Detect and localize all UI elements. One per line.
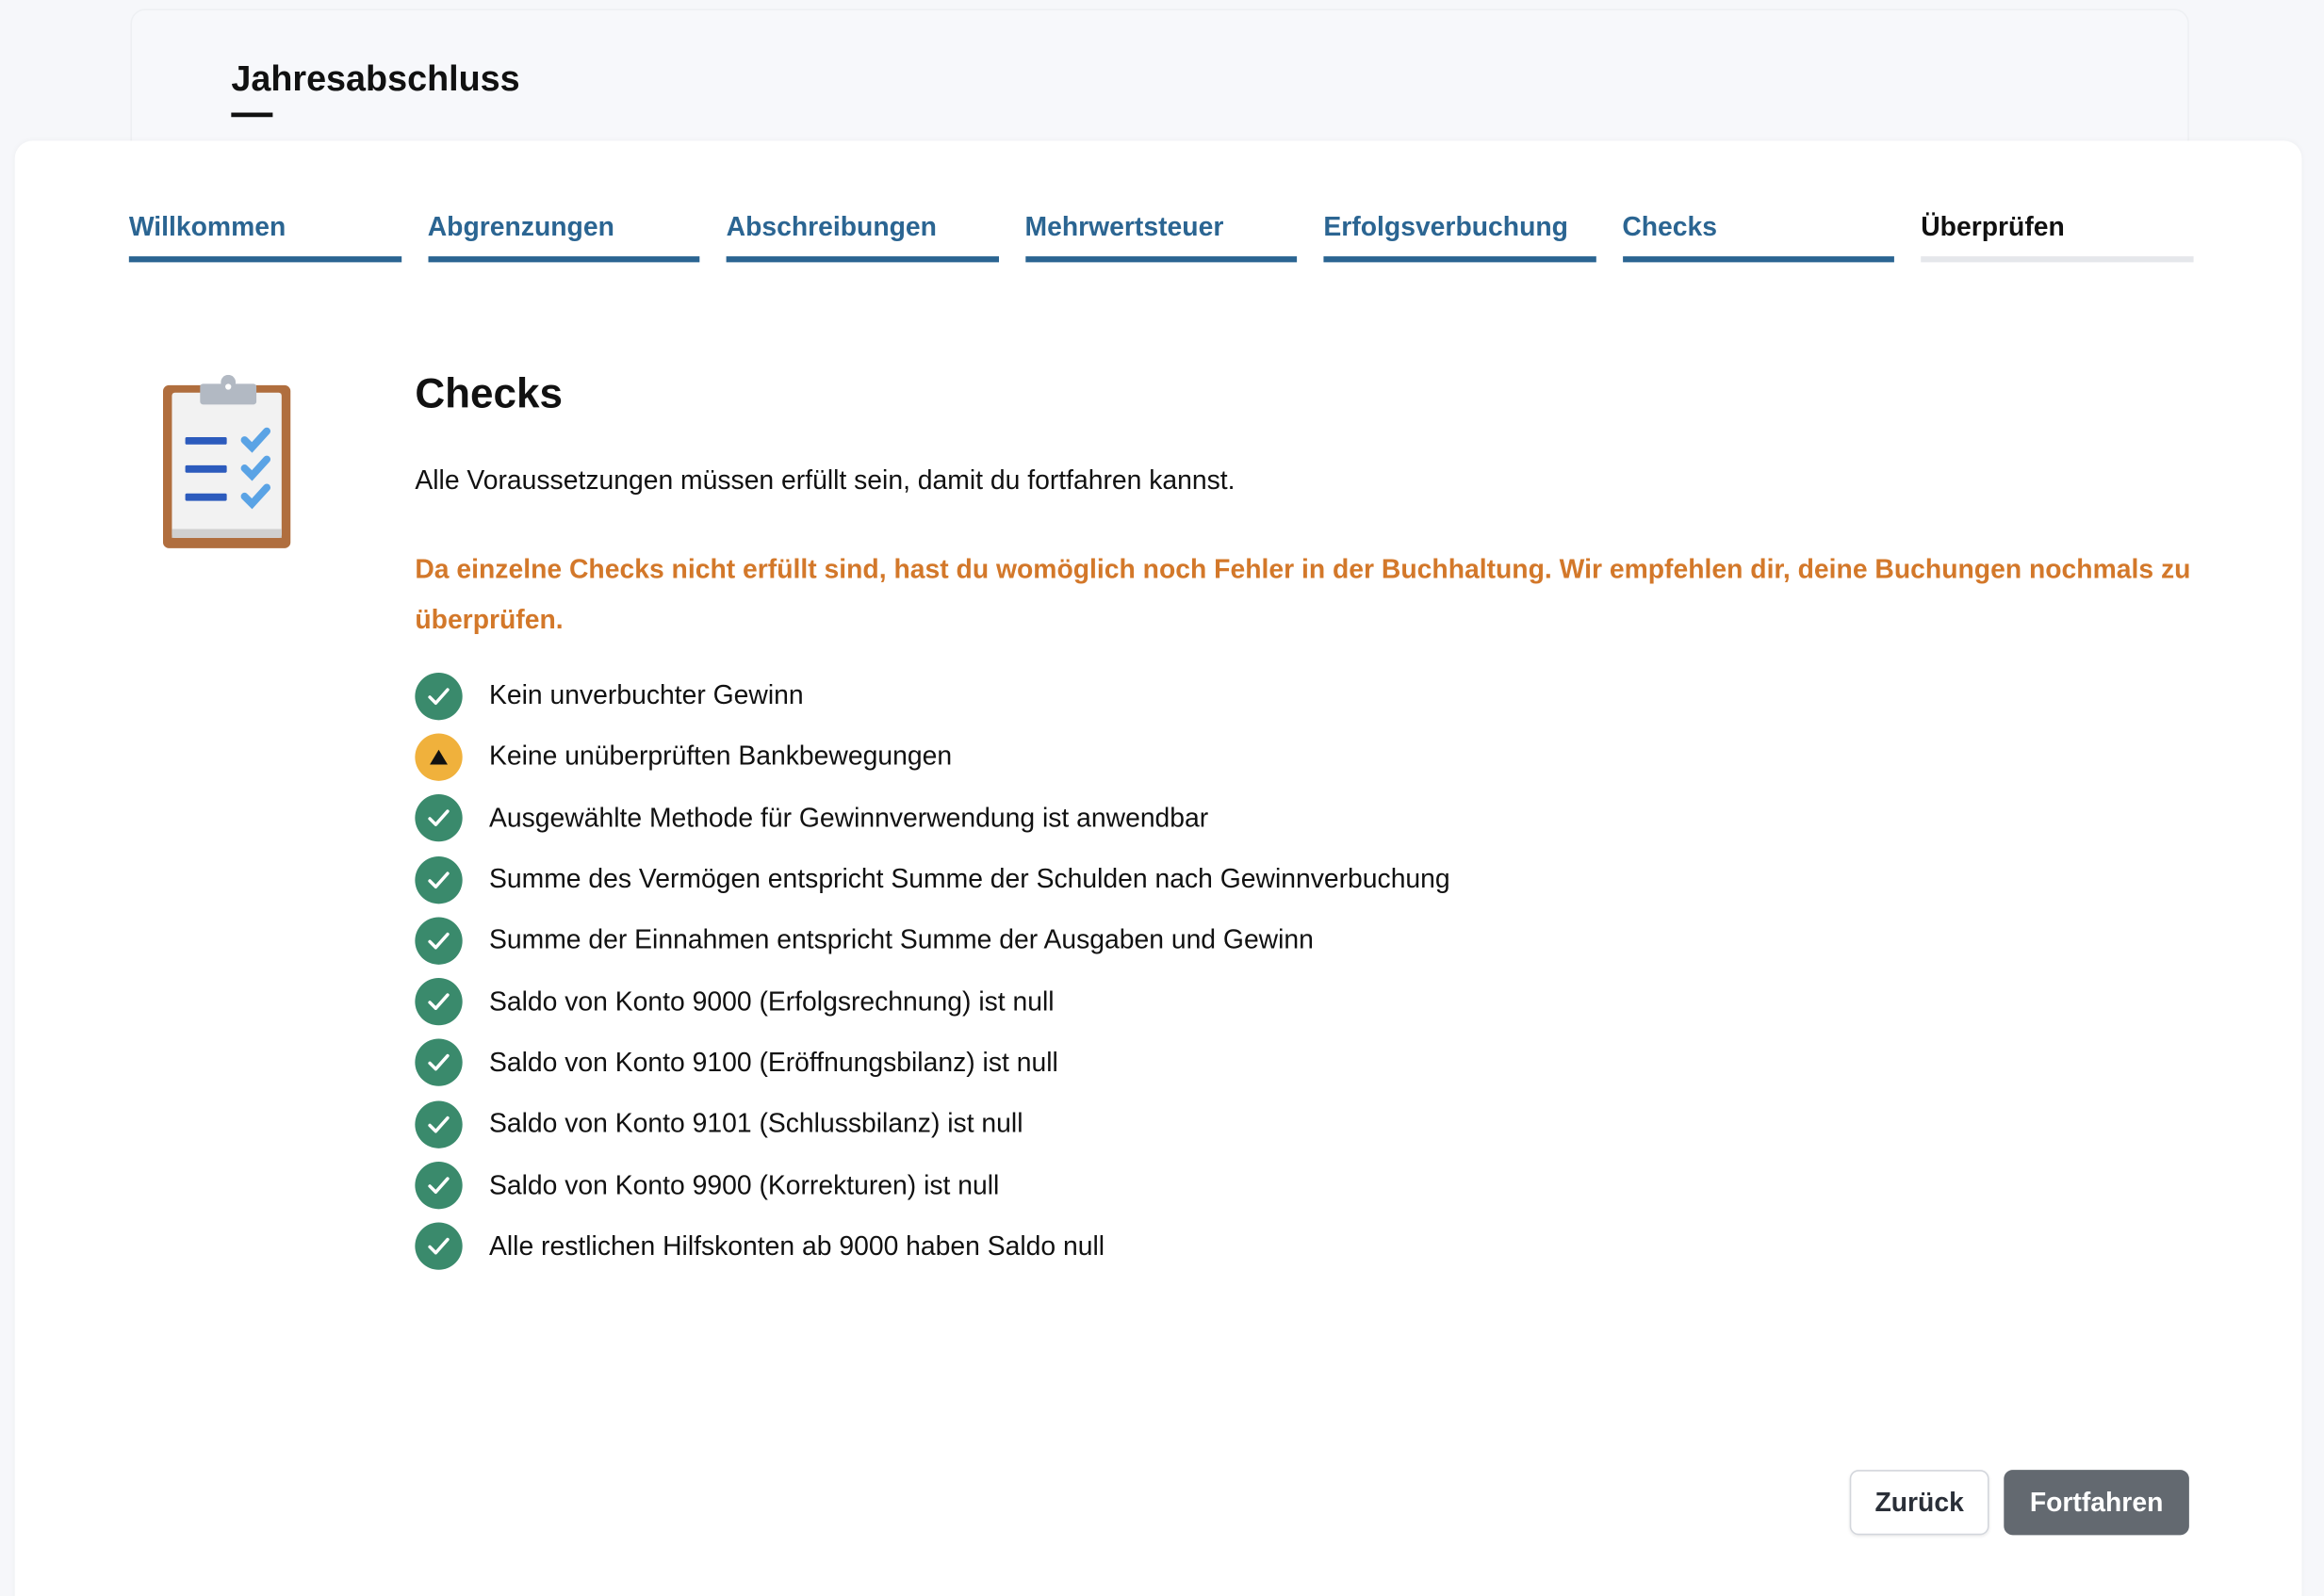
page-header — [130, 8, 2188, 156]
check-label: Saldo von Konto 9101 (Schlussbilanz) ist null — [488, 1108, 1023, 1139]
check-label: Kein unverbuchter Gewinn — [488, 680, 804, 710]
check-circle-icon — [415, 917, 462, 964]
section-title: Checks — [415, 370, 564, 416]
checks-list — [415, 665, 2208, 1277]
check-label: Saldo von Konto 9000 (Erfolgsrechnung) ist null — [488, 985, 1055, 1017]
check-item — [415, 665, 2208, 726]
check-label: Summe der Einnahmen entspricht Summe der Ausgaben und Gewinn — [488, 924, 1314, 955]
warning-icon — [415, 733, 462, 780]
step-tabs — [129, 209, 2193, 263]
check-label: Saldo von Konto 9100 (Eröffnungsbilanz) ist null — [488, 1047, 1058, 1078]
check-circle-icon — [415, 1100, 462, 1148]
checks-section — [415, 370, 2208, 1277]
check-item — [415, 726, 2208, 788]
wizard-card — [15, 140, 2302, 1596]
warning-text: Da einzelne Checks nicht erfüllt sind, hast du womöglich noch Fehler in der Buchhaltung. Wir empfehlen dir, deine Buchungen nochmals zu überprüfen. — [415, 554, 2191, 635]
check-label: Alle restlichen Hilfskonten ab 9000 haben Saldo null — [488, 1230, 1105, 1262]
check-label: Keine unüberprüften Bankbewegungen — [488, 741, 953, 772]
check-item — [415, 1094, 2208, 1155]
check-item — [415, 1216, 2208, 1278]
check-circle-icon — [415, 1039, 462, 1086]
check-item — [415, 971, 2208, 1033]
check-circle-icon — [415, 1223, 462, 1270]
check-label: Ausgewählte Methode für Gewinnverwendung ist anwendbar — [488, 802, 1209, 833]
check-item — [415, 788, 2208, 849]
check-item — [415, 1155, 2208, 1216]
check-item — [415, 910, 2208, 971]
tab-abgrenzungen[interactable]: Abgrenzungen — [428, 209, 700, 263]
title-underline — [231, 113, 272, 118]
tab-willkommen[interactable]: Willkommen — [129, 209, 401, 263]
check-label: Saldo von Konto 9900 (Korrekturen) ist null — [488, 1169, 1000, 1200]
continue-button[interactable]: Fortfahren — [2004, 1470, 2189, 1535]
tab-abschreibungen[interactable]: Abschreibungen — [727, 209, 999, 263]
tab-erfolgsverbuchung[interactable]: Erfolgsverbuchung — [1323, 209, 1596, 263]
check-circle-icon — [415, 1162, 462, 1209]
page-title: Jahresabschluss — [231, 58, 520, 100]
check-item — [415, 849, 2208, 910]
check-label: Summe des Vermögen entspricht Summe der Schulden nach Gewinnverbuchung — [488, 863, 1450, 894]
tab-ueberpruefen[interactable]: Überprüfen — [1921, 209, 2193, 263]
clipboard-icon — [160, 375, 297, 561]
intro-text: Alle Voraussetzungen müssen erfüllt sein, damit du fortfahren kannst. — [415, 464, 1236, 496]
check-circle-icon — [415, 672, 462, 719]
check-item — [415, 1033, 2208, 1094]
check-circle-icon — [415, 978, 462, 1025]
tab-mehrwertsteuer[interactable]: Mehrwertsteuer — [1025, 209, 1298, 263]
tab-checks[interactable]: Checks — [1622, 209, 1894, 263]
check-circle-icon — [415, 794, 462, 841]
back-button[interactable]: Zurück — [1850, 1470, 1989, 1535]
check-circle-icon — [415, 855, 462, 903]
